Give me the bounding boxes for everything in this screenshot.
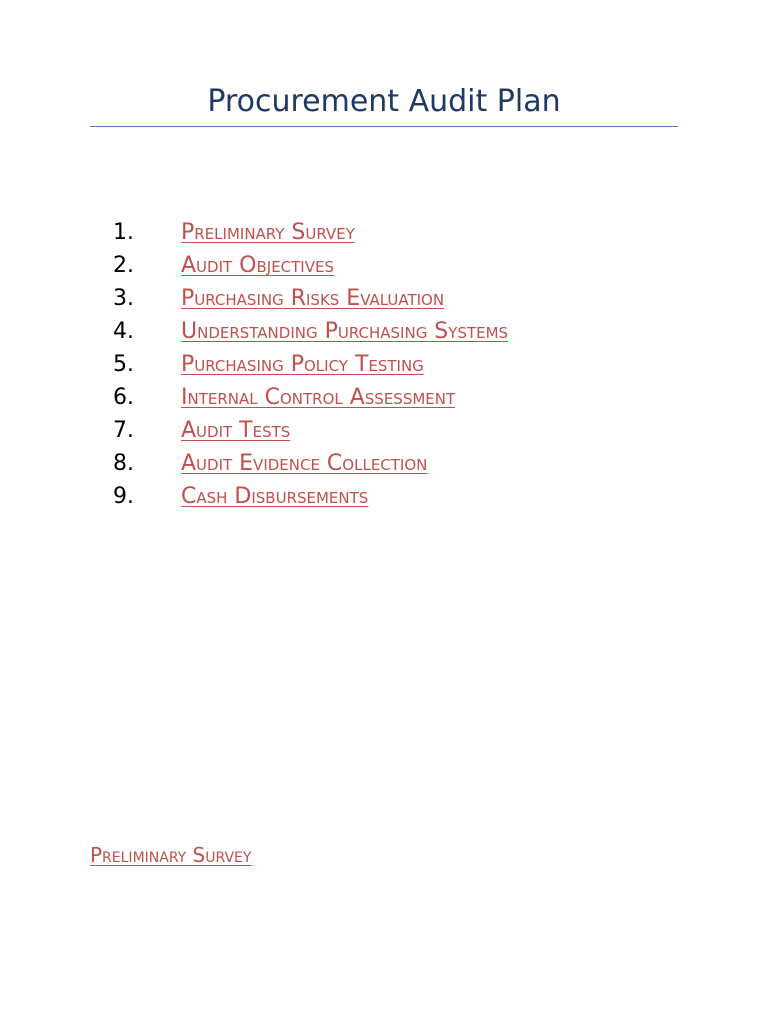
- toc-item-cash-disbursements: [0, 480, 768, 513]
- toc-link-understanding-purchasing-systems[interactable]: Understanding Purchasing Systems: [181, 319, 509, 344]
- toc-link-preliminary-survey[interactable]: Preliminary Survey: [181, 220, 355, 245]
- toc-item-audit-objectives: [0, 249, 768, 282]
- toc-item-purchasing-risks-evaluation: [0, 282, 768, 315]
- toc-item-number: 2.: [113, 253, 134, 278]
- toc-item-number: 3.: [113, 286, 134, 311]
- page-title: Procurement Audit Plan: [207, 84, 561, 119]
- toc-item-audit-evidence-collection: [0, 447, 768, 480]
- toc-item-number: 8.: [113, 451, 134, 476]
- toc-link-audit-tests[interactable]: Audit Tests: [181, 418, 291, 443]
- toc-item-purchasing-policy-testing: [0, 348, 768, 381]
- toc-link-purchasing-policy-testing[interactable]: Purchasing Policy Testing: [181, 352, 424, 377]
- toc-item-number: 4.: [113, 319, 134, 344]
- toc-item-number: 6.: [113, 385, 134, 410]
- toc-item-number: 7.: [113, 418, 134, 443]
- toc-item-understanding-purchasing-systems: [0, 315, 768, 348]
- title-divider: [90, 126, 678, 127]
- toc-link-purchasing-risks-evaluation[interactable]: Purchasing Risks Evaluation: [181, 286, 445, 311]
- toc-item-audit-tests: [0, 414, 768, 447]
- toc-item-internal-control-assessment: [0, 381, 768, 414]
- toc-link-audit-evidence-collection[interactable]: Audit Evidence Collection: [181, 451, 428, 476]
- toc-item-number: 1.: [113, 220, 134, 245]
- toc-link-internal-control-assessment[interactable]: Internal Control Assessment: [181, 385, 456, 410]
- toc-item-number: 9.: [113, 484, 134, 509]
- toc-item-number: 5.: [113, 352, 134, 377]
- toc-item-preliminary-survey: [0, 216, 768, 249]
- section-heading-preliminary-survey[interactable]: Preliminary Survey: [90, 843, 252, 867]
- table-of-contents: [0, 216, 768, 513]
- toc-link-audit-objectives[interactable]: Audit Objectives: [181, 253, 334, 278]
- toc-link-cash-disbursements[interactable]: Cash Disbursements: [181, 484, 369, 509]
